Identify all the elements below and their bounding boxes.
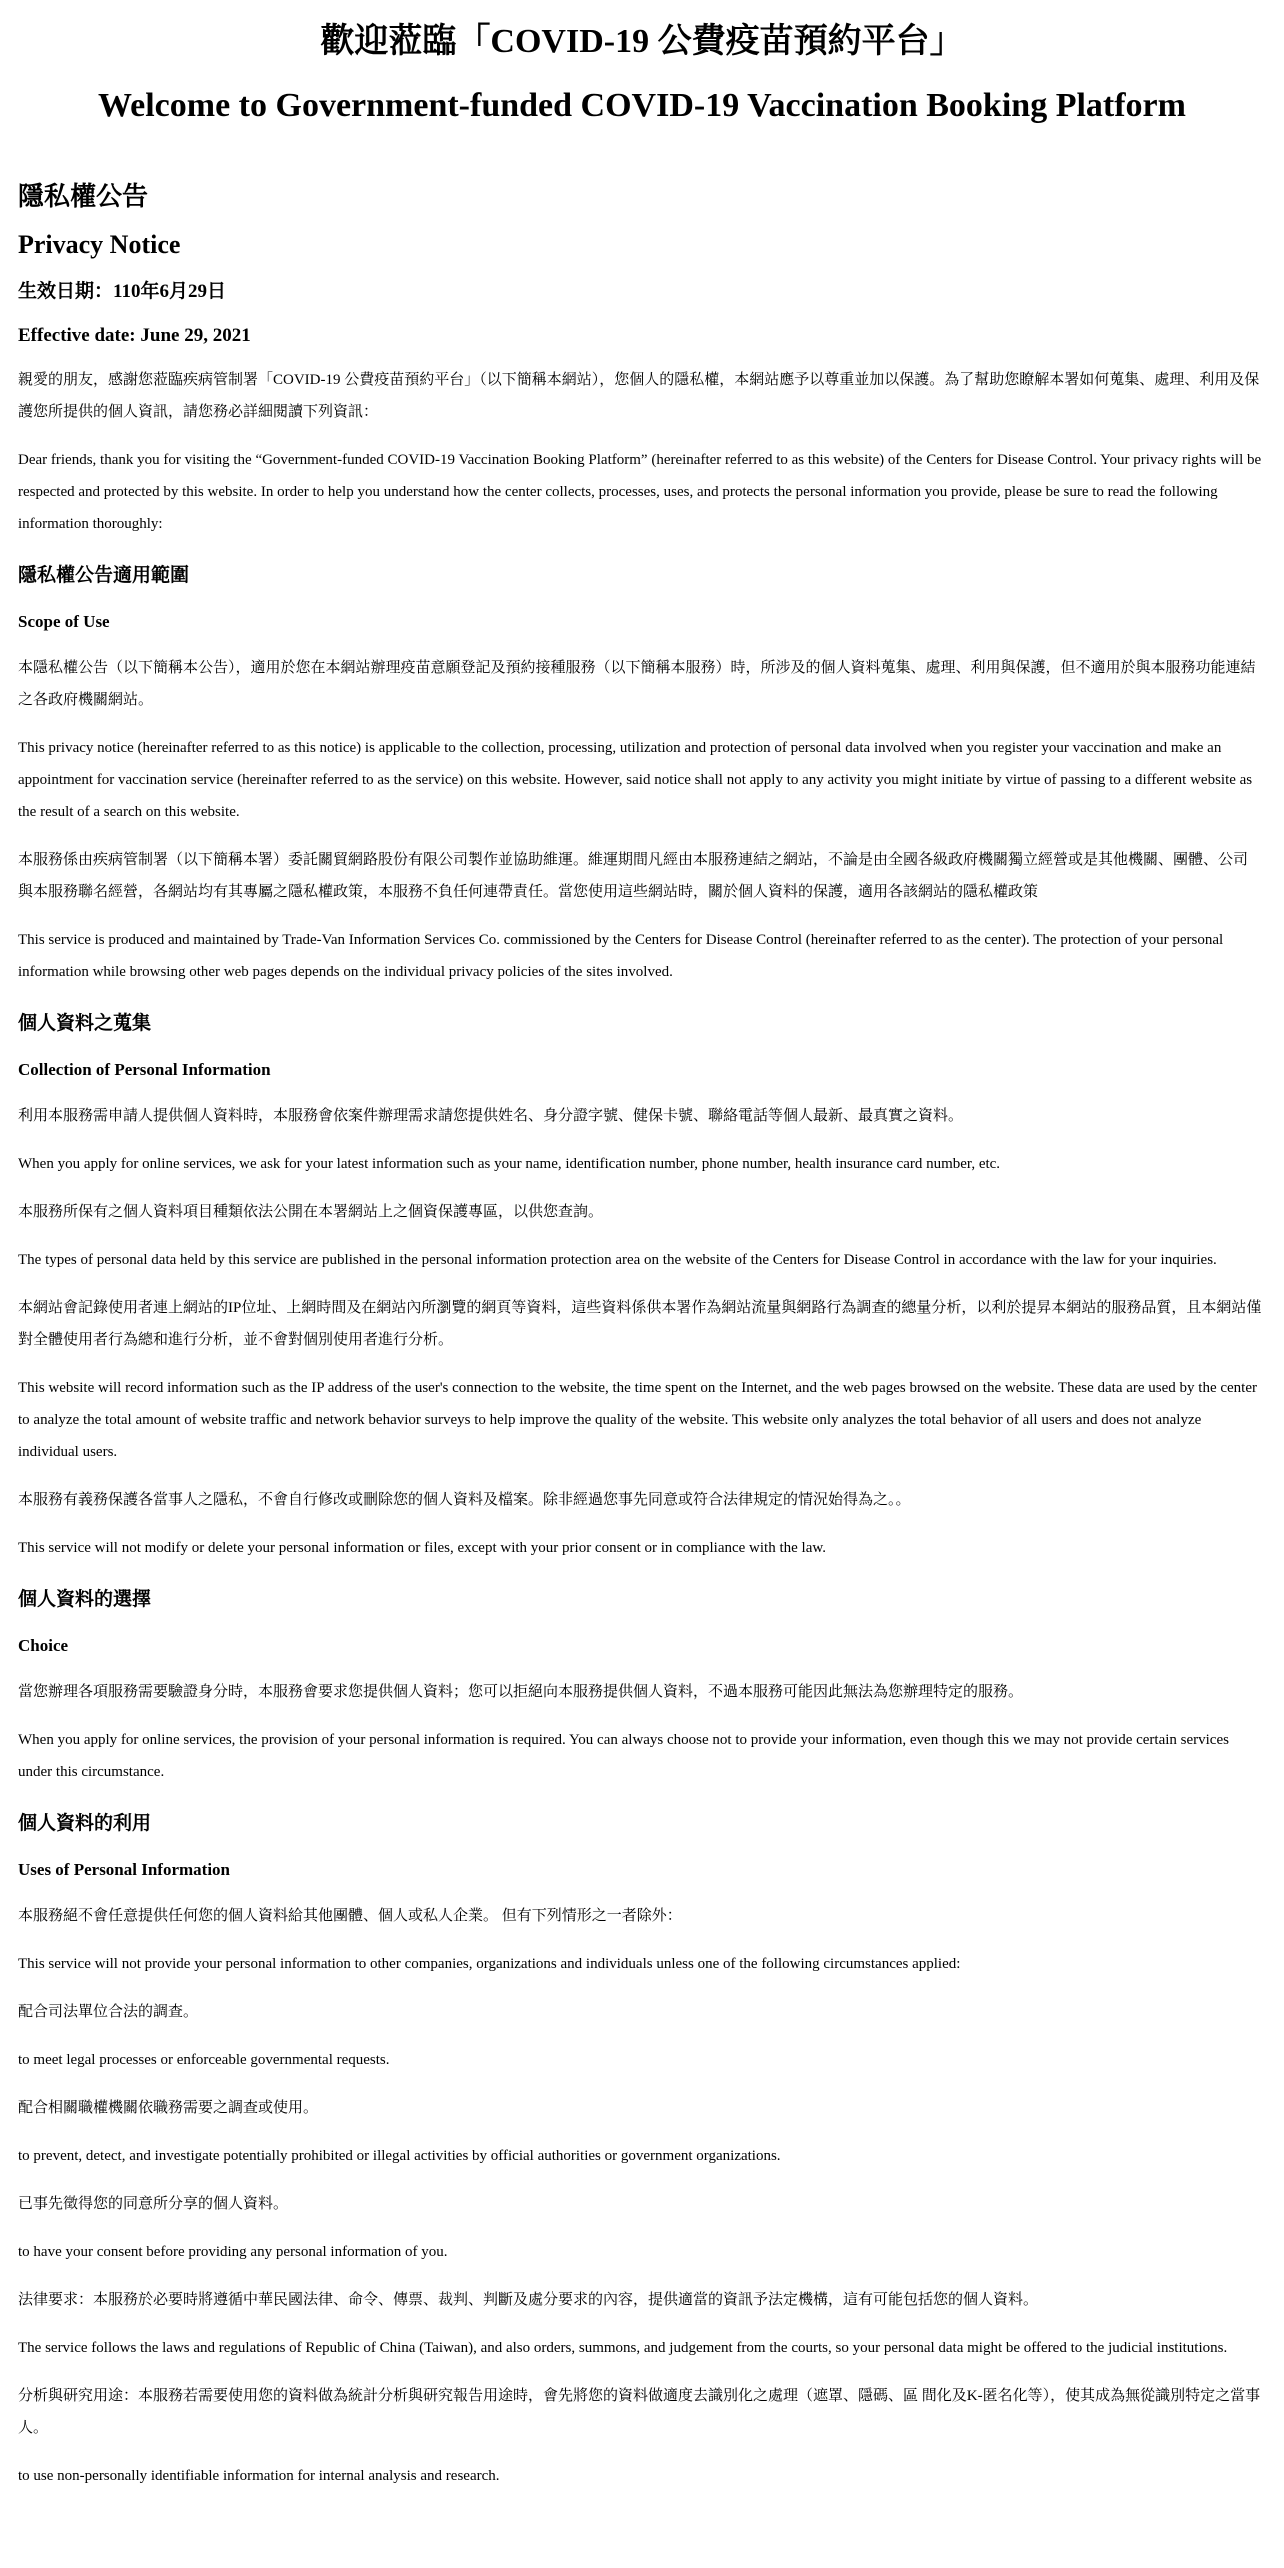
- uses-paragraph-5-zh: 法律要求：本服務於必要時將遵循中華民國法律、命令、傳票、裁判、判斷及處分要求的內容，提供適當的資訊予法定機構，這有可能包括您的個人資料。: [18, 2292, 1039, 2308]
- collection-paragraph-1-en: When you apply for online services, we ask for your latest information such as your name, identification number, phone number, health insurance card number, etc.: [18, 1156, 1001, 1172]
- section-heading-collection-zh: 個人資料之蒐集: [18, 1013, 152, 1034]
- section-heading-collection-en: Collection of Personal Information: [18, 1060, 271, 1079]
- scope-paragraph-2-en: This service is produced and maintained by Trade-Van Information Services Co. commissioned by the Centers for Disease Control (hereinafter referred to as the center). The protection of your personal information while browsing other web pages depends on the individual privacy policies of the sites involved.: [18, 932, 1224, 980]
- section-heading-uses-zh: 個人資料的利用: [18, 1813, 152, 1834]
- section-heading-choice-zh: 個人資料的選擇: [18, 1589, 152, 1610]
- scope-paragraph-2-zh: 本服務係由疾病管制署（以下簡稱本署）委託關貿網路股份有限公司製作並協助維運。維運期間凡經由本服務連結之網站，不論是由全國各級政府機關獨立經營或是其他機關、團體、公司與本服務聯名經營，各網站均有其專屬之隱私權政策，本服務不負任何連帶責任。當您使用這些網站時，關於個人資料的保護，適用各該網站的隱私權政策: [18, 852, 1249, 900]
- scope-paragraph-1-en: This privacy notice (hereinafter referred to as this notice) is applicable to the collection, processing, utilization and protection of personal data involved when you register your vaccination and make an appointment for vaccination service (hereinafter referred to as the service) on this website. However, said notice shall not apply to any activity you might initiate by virtue of passing to a different website as the result of a search on this website.: [18, 740, 1253, 820]
- section-heading-scope-zh: 隱私權公告適用範圍: [18, 565, 190, 586]
- uses-paragraph-6-en: to use non-personally identifiable information for internal analysis and research.: [18, 2468, 500, 2484]
- page-title-zh: 歡迎蒞臨「COVID-19 公費疫苗預約平台」: [320, 23, 964, 60]
- uses-paragraph-1-zh: 本服務絕不會任意提供任何您的個人資料給其他團體、個人或私人企業。 但有下列情形之一者除外：: [18, 1908, 682, 1924]
- collection-paragraph-4-en: This service will not modify or delete your personal information or files, except with your prior consent or in compliance with the law.: [18, 1540, 826, 1556]
- uses-paragraph-3-en: to prevent, detect, and investigate potentially prohibited or illegal activities by official authorities or government organizations.: [18, 2148, 781, 2164]
- uses-paragraph-2-zh: 配合司法單位合法的調查。: [18, 2004, 199, 2020]
- effective-date-en: Effective date: June 29, 2021: [18, 325, 251, 346]
- collection-paragraph-3-en: This website will record information such as the IP address of the user's connection to the website, the time spent on the Internet, and the web pages browsed on the website. These data are used by the center to analyze the total amount of website traffic and network behavior surveys to help improve the quality of the website. This website only analyzes the total behavior of all users and does not analyze individual users.: [18, 1380, 1258, 1460]
- uses-paragraph-1-en: This service will not provide your personal information to other companies, organizations and individuals unless one of the following circumstances applied:: [18, 1956, 961, 1972]
- intro-paragraph-zh: 親愛的朋友，感謝您蒞臨疾病管制署「COVID-19 公費疫苗預約平台」（以下簡稱本網站），您個人的隱私權，本網站應予以尊重並加以保護。為了幫助您瞭解本署如何蒐集、處理、利用及保護您所提供的個人資訊，請您務必詳細閱讀下列資訊：: [18, 372, 1260, 420]
- uses-paragraph-4-en: to have your consent before providing any personal information of you.: [18, 2244, 448, 2260]
- section-heading-choice-en: Choice: [18, 1636, 69, 1655]
- choice-paragraph-1-en: When you apply for online services, the provision of your personal information is required. You can always choose not to provide your information, even though this we may not provide certain services under this circumstance.: [18, 1732, 1229, 1780]
- collection-paragraph-4-zh: 本服務有義務保護各當事人之隱私，不會自行修改或刪除您的個人資料及檔案。除非經過您事先同意或符合法律規定的情況始得為之。。: [18, 1492, 911, 1508]
- page-title-en: Welcome to Government-funded COVID-19 Vaccination Booking Platform: [98, 87, 1186, 124]
- notice-heading-en: Privacy Notice: [18, 230, 181, 259]
- collection-paragraph-1-zh: 利用本服務需申請人提供個人資料時，本服務會依案件辦理需求請您提供姓名、身分證字號、健保卡號、聯絡電話等個人最新、最真實之資料。: [18, 1108, 964, 1124]
- scope-paragraph-1-zh: 本隱私權公告（以下簡稱本公告），適用於您在本網站辦理疫苗意願登記及預約接種服務（以下簡稱本服務）時，所涉及的個人資料蒐集、處理、利用與保護，但不適用於與本服務功能連結之各政府機關網站。: [18, 660, 1256, 708]
- collection-paragraph-2-zh: 本服務所保有之個人資料項目種類依法公開在本署網站上之個資保護專區，以供您查詢。: [18, 1204, 604, 1220]
- choice-paragraph-1-zh: 當您辦理各項服務需要驗證身分時，本服務會要求您提供個人資料；您可以拒絕向本服務提供個人資料，不過本服務可能因此無法為您辦理特定的服務。: [18, 1684, 1024, 1700]
- uses-paragraph-4-zh: 已事先徵得您的同意所分享的個人資料。: [18, 2196, 289, 2212]
- notice-heading-zh: 隱私權公告: [18, 182, 149, 211]
- section-heading-scope-en: Scope of Use: [18, 612, 110, 631]
- intro-paragraph-en: Dear friends, thank you for visiting the “Government-funded COVID-19 Vaccination Booking Platform” (hereinafter referred to as this website) of the Centers for Disease Control. Your privacy rights will be respected and protected by this website. In order to help you understand how the center collects, processes, uses, and protects the personal information you provide, please be sure to read the following information thoroughly:: [18, 452, 1262, 532]
- collection-paragraph-2-en: The types of personal data held by this service are published in the personal information protection area on the website of the Centers for Disease Control in accordance with the law for your inquiries.: [18, 1252, 1217, 1268]
- collection-paragraph-3-zh: 本網站會記錄使用者連上網站的IP位址、上網時間及在網站內所瀏覽的網頁等資料，這些資料係供本署作為網站流量與網路行為調查的總量分析，以利於提昇本網站的服務品質，且本網站僅對全體使用者行為總和進行分析，並不會對個別使用者進行分析。: [18, 1300, 1262, 1348]
- section-heading-uses-en: Uses of Personal Information: [18, 1860, 231, 1879]
- uses-paragraph-5-en: The service follows the laws and regulations of Republic of China (Taiwan), and also orders, summons, and judgement from the courts, so your personal data might be offered to the judicial institutions.: [18, 2340, 1228, 2356]
- uses-paragraph-6-zh: 分析與研究用途：本服務若需要使用您的資料做為統計分析與研究報告用途時，會先將您的資料做適度去識別化之處理（遮罩、隱碼、區 間化及K-匿名化等），使其成為無從識別特定之當事人。: [18, 2388, 1261, 2436]
- uses-paragraph-3-zh: 配合相關職權機關依職務需要之調查或使用。: [18, 2100, 319, 2116]
- uses-paragraph-2-en: to meet legal processes or enforceable governmental requests.: [18, 2052, 390, 2068]
- effective-date-zh: 生效日期：110年6月29日: [18, 281, 226, 302]
